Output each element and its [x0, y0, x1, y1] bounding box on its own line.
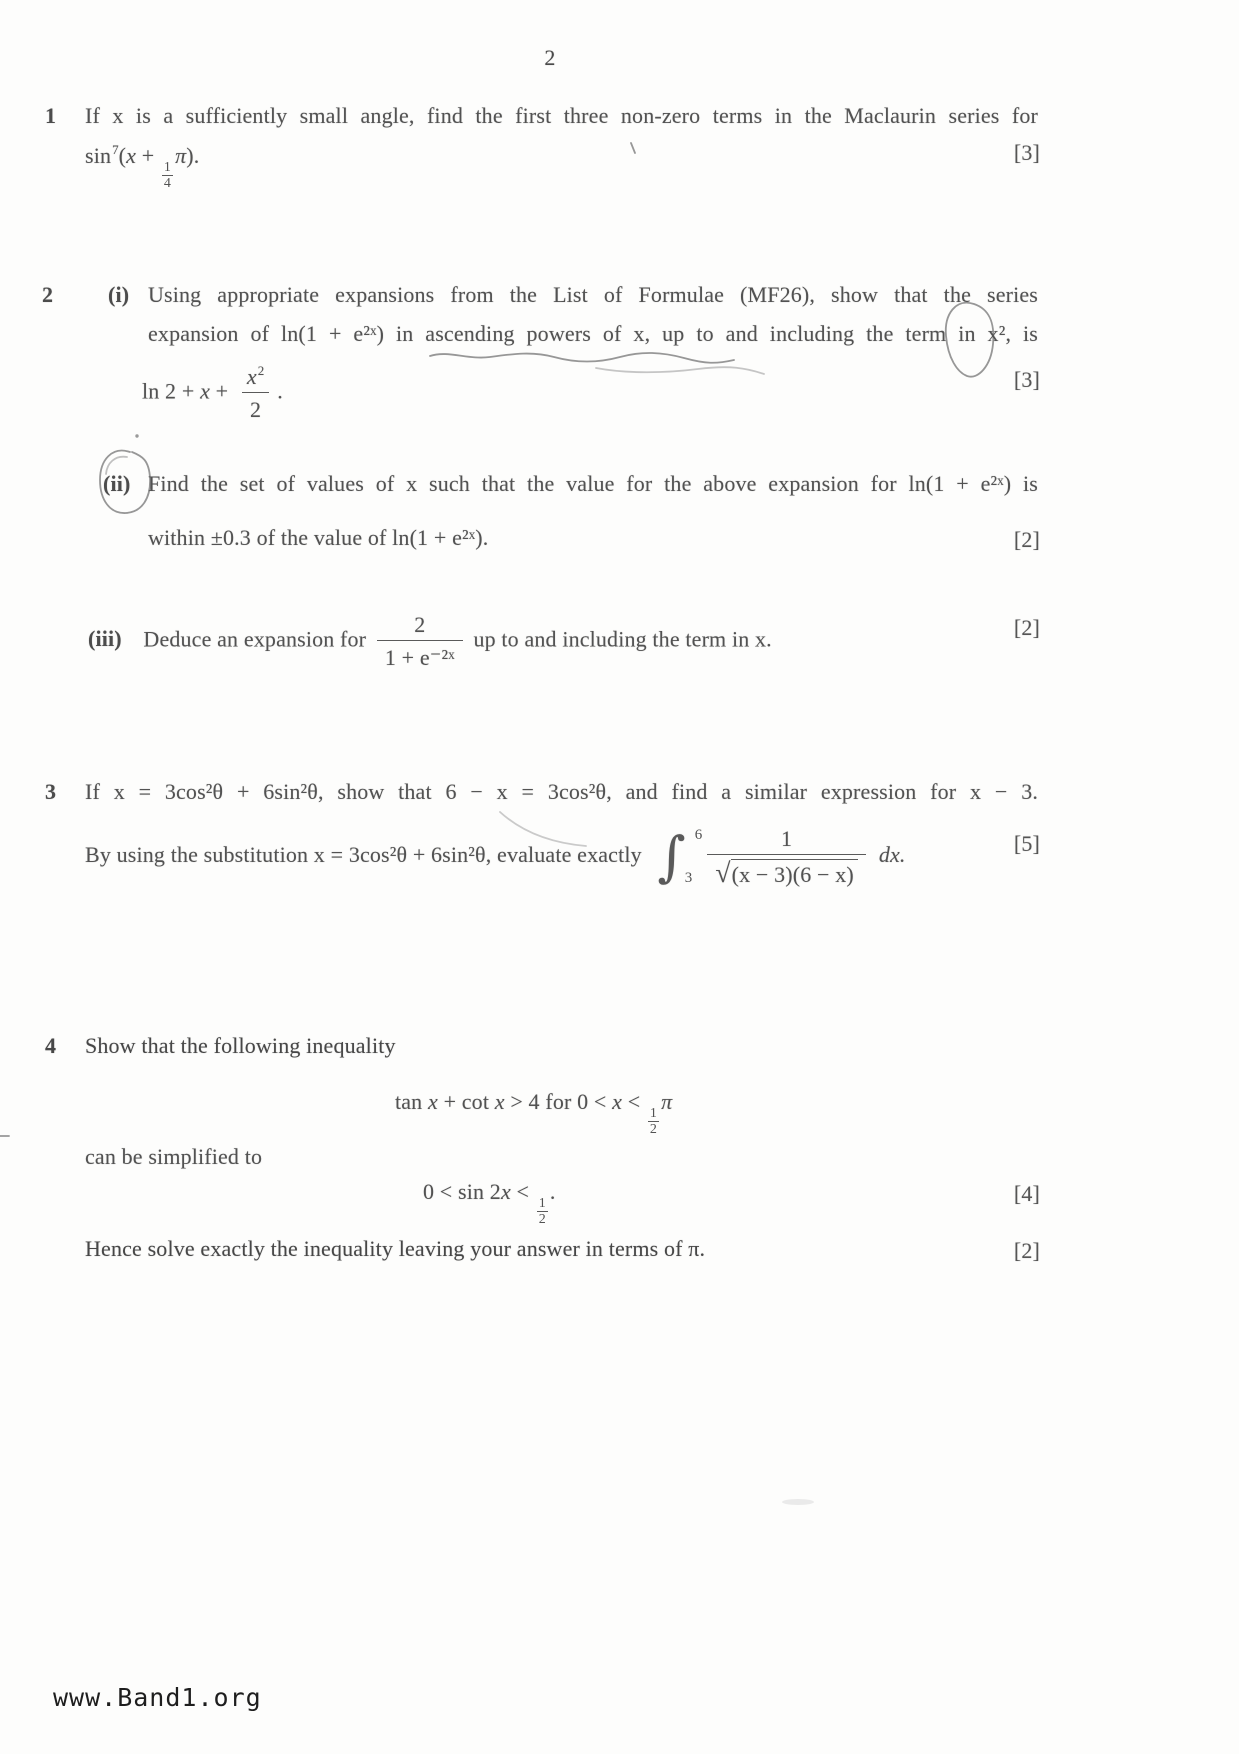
- q2i-text-line2: expansion of ln(1 + e²ˣ) in ascending powers of x, up to and including the term in x², is: [148, 321, 1038, 346]
- two-over-one-plus-e: [377, 612, 463, 671]
- q4-text-line1: Show that the following inequality: [85, 1033, 396, 1058]
- variable-x: x: [200, 378, 210, 404]
- fraction-denominator: 1 + e⁻²ˣ: [377, 640, 463, 670]
- pi-symbol: π: [175, 143, 187, 168]
- q4-marks-1: [4]: [1013, 1181, 1040, 1206]
- q2i-formula: [142, 364, 283, 423]
- fraction-numerator: 1: [781, 826, 793, 851]
- q3-text-line2: [85, 826, 906, 888]
- plus-sign: +: [215, 378, 229, 404]
- q3-substitution-text: By using the substitution x = 3cos²θ + 6sin²θ, evaluate exactly: [85, 841, 642, 867]
- zero-less-sin: 0 < sin 2: [423, 1179, 501, 1204]
- integral-sign: ∫: [657, 824, 686, 888]
- fraction-numerator: 1: [538, 1195, 546, 1211]
- q2ii-marks: [2]: [1013, 527, 1040, 552]
- dx-differential: dx.: [878, 841, 906, 867]
- fraction-denominator: 2: [649, 1122, 658, 1138]
- one-half-fraction: [648, 1107, 659, 1138]
- tan-function: tan: [395, 1089, 423, 1114]
- fraction-numerator: 1: [649, 1105, 658, 1121]
- less-than: <: [627, 1089, 641, 1114]
- sin-function: sin: [85, 143, 112, 168]
- q4-text-line2: can be simplified to: [85, 1144, 263, 1169]
- q4-inequality-2: [423, 1178, 556, 1228]
- pi-symbol: π: [661, 1089, 673, 1114]
- q2i-marks: [3]: [1013, 367, 1040, 392]
- definite-integral: [657, 826, 870, 888]
- variable-x: x: [500, 1179, 511, 1204]
- q2iii-label: (iii): [88, 626, 122, 652]
- q2iii-row: [88, 612, 772, 671]
- pencil-tick: [631, 143, 635, 153]
- q4-inequality-1: [395, 1088, 672, 1138]
- pencil-wavy-underline: [430, 353, 734, 363]
- one-quarter-fraction: [162, 161, 173, 192]
- pencil-wavy-underline-tail: [596, 367, 764, 374]
- period: .: [549, 1179, 556, 1204]
- radicand: (x − 3)(6 − x): [731, 859, 858, 887]
- q2iii-marks: [2]: [1013, 615, 1040, 640]
- square-root: [715, 859, 857, 887]
- q1-formula-tail: [175, 143, 199, 168]
- fraction-numerator: [239, 364, 272, 392]
- plus-cot: + cot: [443, 1089, 490, 1114]
- x-squared-over-two: [239, 364, 272, 423]
- q2ii-label: (ii): [103, 471, 131, 496]
- variable-x: x: [494, 1089, 505, 1114]
- less-than: <: [516, 1179, 530, 1204]
- fraction-numerator: 2: [414, 612, 426, 637]
- lower-limit: 3: [684, 869, 693, 886]
- q3-number: 3: [45, 779, 57, 804]
- variable-x: x: [246, 364, 257, 389]
- sin-exponent: 7: [112, 142, 119, 157]
- radical-sign: √: [715, 857, 731, 889]
- integral-limits: [684, 826, 703, 886]
- q2ii-text-line1: Find the set of values of x such that the value for the above expansion for ln(1 + e²ˣ) is: [148, 471, 1038, 496]
- greater-four-for: > 4 for 0 <: [510, 1089, 607, 1114]
- q1-formula-head: [85, 143, 136, 168]
- integrand-fraction: [707, 826, 865, 888]
- scan-smudge: [782, 1499, 814, 1505]
- fraction-denominator: 4: [163, 176, 172, 192]
- open-paren: (: [118, 143, 127, 168]
- page-number: 2: [544, 45, 556, 70]
- close-paren: ).: [186, 143, 200, 168]
- q4-number: 4: [45, 1033, 57, 1058]
- fraction-denominator: 2: [242, 392, 269, 422]
- variable-x: x: [427, 1089, 438, 1114]
- fraction-denominator: 2: [538, 1212, 546, 1228]
- q2iii-text-pre: Deduce an expansion for: [143, 626, 367, 652]
- q4-marks-2: [2]: [1013, 1238, 1040, 1263]
- ln-two-plus: ln 2 +: [142, 378, 195, 404]
- period: .: [277, 378, 283, 404]
- pencil-dot: [135, 434, 138, 437]
- fraction-denominator: [707, 854, 865, 887]
- q2iii-text-post: up to and including the term in x.: [473, 626, 772, 652]
- q1-marks: [3]: [1013, 140, 1040, 165]
- q2-number: 2: [42, 282, 54, 307]
- q3-text-line1: If x = 3cos²θ + 6sin²θ, show that 6 − x = 3cos²θ, and find a similar expression for x − 3.: [85, 779, 1038, 804]
- watermark-url: www.Band1.org: [53, 1683, 262, 1712]
- q3-marks: [5]: [1013, 831, 1040, 856]
- exponent-2: 2: [257, 363, 265, 378]
- q4-text-line3: Hence solve exactly the inequality leaving your answer in terms of π.: [85, 1236, 706, 1261]
- q2i-text-line1: Using appropriate expansions from the List of Formulae (MF26), show that the series: [148, 282, 1038, 307]
- one-half-fraction: [537, 1197, 548, 1228]
- q1-number: 1: [45, 103, 57, 128]
- variable-x: x: [126, 143, 137, 168]
- q1-text: If x is a sufficiently small angle, find the first three non-zero terms in the Maclaurin series for: [85, 103, 1038, 128]
- upper-limit: 6: [694, 826, 703, 843]
- variable-x: x: [612, 1089, 623, 1114]
- fraction-numerator: 1: [163, 159, 172, 175]
- q1-formula: [85, 136, 199, 192]
- q2i-label: (i): [108, 282, 130, 307]
- plus-sign: +: [141, 143, 155, 168]
- q2ii-text-line2: within ±0.3 of the value of ln(1 + e²ˣ).: [148, 525, 489, 550]
